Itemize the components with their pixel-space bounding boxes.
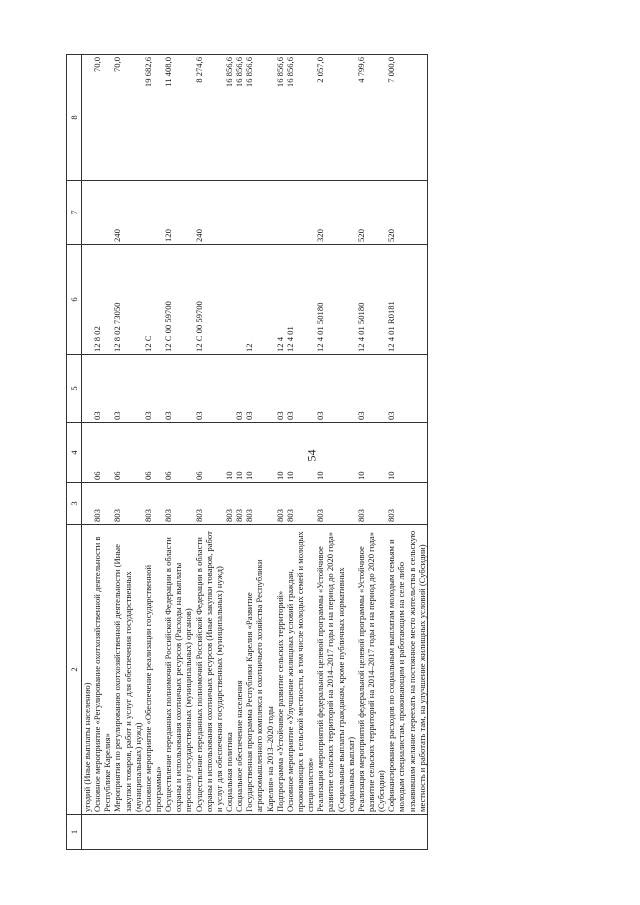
cell-value: 11 408,0 xyxy=(163,57,174,87)
cell-value: 240 xyxy=(193,229,204,242)
cell-col-4 xyxy=(112,423,142,483)
cell-col-8 xyxy=(386,55,427,181)
cell-col-4 xyxy=(275,423,285,483)
cell-value: 803 xyxy=(223,509,234,522)
cell-col-3 xyxy=(315,483,356,525)
column-header-8: 8 xyxy=(67,55,82,181)
cell-value: 70,0 xyxy=(112,57,123,73)
cell-col-6 xyxy=(275,245,285,355)
cell-col-6 xyxy=(82,245,93,355)
cell-col-8 xyxy=(194,55,224,181)
cell-col-8 xyxy=(92,55,112,181)
cell-col-7 xyxy=(112,181,142,245)
cell-value: 10 xyxy=(284,471,295,480)
cell-value: 12 xyxy=(244,343,255,352)
cell-value: 06 xyxy=(142,471,153,480)
cell-col-6 xyxy=(244,245,274,355)
row-name-cell: Подпрограмма «Устойчивое развитие сельских территорий» xyxy=(275,525,285,815)
row-name-cell: Основное мероприятие «Улучшение жилищных условий граждан, проживающих в сельской местности, в том числе молодых семей и молодых специалистов» xyxy=(285,525,315,815)
row-number-cell xyxy=(234,815,244,850)
cell-value: 2 057,0 xyxy=(315,57,326,83)
cell-col-6 xyxy=(315,245,356,355)
cell-col-5 xyxy=(224,355,234,423)
row-number-cell xyxy=(143,815,163,850)
row-number-cell xyxy=(163,815,193,850)
cell-value: 803 xyxy=(284,509,295,522)
header-row xyxy=(67,55,82,850)
cell-col-7 xyxy=(315,181,356,245)
column-header-5: 5 xyxy=(67,355,82,423)
cell-value: 10 xyxy=(274,471,285,480)
cell-value: 10 xyxy=(234,471,245,480)
cell-value: 803 xyxy=(244,509,255,522)
cell-value: 16 856,6 xyxy=(223,57,234,88)
cell-col-6 xyxy=(234,245,244,355)
cell-col-6 xyxy=(224,245,234,355)
table-row xyxy=(244,55,274,850)
row-name-cell: Осуществление переданных полномочий Российской Федерации в области охраны и использования охотничьих ресурсов (Расходы на выплаты персоналу государственных (муниципальных) органов) xyxy=(163,525,193,815)
cell-value: 03 xyxy=(92,411,103,420)
column-header-6: 6 xyxy=(67,245,82,355)
cell-col-5 xyxy=(143,355,163,423)
cell-value: 12 С 00 59700 xyxy=(193,301,204,352)
table-row xyxy=(315,55,356,850)
row-name-cell: Государственная программа Республики Карелия «Развитие агропромышленного комплекса и охотничьего хозяйства Республики Карелия» на 2013–2020 годы xyxy=(244,525,274,815)
cell-value: 12 4 01 50180 xyxy=(315,302,326,352)
cell-value: 803 xyxy=(112,509,123,522)
cell-col-4 xyxy=(285,423,315,483)
row-name-cell: Осуществление переданных полномочий Российской Федерации в области охраны и использования охотничьих ресурсов (Иные закупки товаров, работ и услуг для обеспечения государственных (муниципальных) нужд) xyxy=(194,525,224,815)
table-row xyxy=(275,55,285,850)
cell-value: 03 xyxy=(234,411,245,420)
cell-col-3 xyxy=(92,483,112,525)
cell-col-4 xyxy=(386,423,427,483)
cell-value: 16 856,6 xyxy=(234,57,245,88)
cell-value: 8 274,6 xyxy=(193,57,204,83)
table-row xyxy=(285,55,315,850)
cell-col-6 xyxy=(285,245,315,355)
column-header-3: 3 xyxy=(67,483,82,525)
row-number-cell xyxy=(224,815,234,850)
cell-col-3 xyxy=(356,483,386,525)
table-row xyxy=(234,55,244,850)
column-header-1: 1 xyxy=(67,815,82,850)
row-name-cell: Основное мероприятие «Обеспечение реализации государственной программы» xyxy=(143,525,163,815)
cell-col-5 xyxy=(386,355,427,423)
cell-col-8 xyxy=(244,55,274,181)
cell-col-4 xyxy=(356,423,386,483)
cell-value: 03 xyxy=(284,411,295,420)
cell-col-3 xyxy=(194,483,224,525)
cell-col-3 xyxy=(386,483,427,525)
cell-col-5 xyxy=(315,355,356,423)
cell-col-6 xyxy=(92,245,112,355)
cell-value: 70,0 xyxy=(92,57,103,73)
cell-value: 16 856,6 xyxy=(244,57,255,88)
cell-col-4 xyxy=(244,423,274,483)
cell-col-3 xyxy=(234,483,244,525)
cell-col-3 xyxy=(163,483,193,525)
cell-value: 803 xyxy=(193,509,204,522)
row-name-cell: Софинансирование расходов по социальным выплатам молодым семьям и молодым специалистам, проживающим и работающим на селе либо изъявившим желание переехать на постоянное место жительства в сельскую местность и работать там, на улучшение жилищных условий (Субсидии) xyxy=(386,525,427,815)
cell-col-3 xyxy=(112,483,142,525)
cell-value: 12 4 01 xyxy=(284,326,295,352)
row-name-cell: угодий (Иные выплаты населению) xyxy=(82,525,93,815)
cell-col-4 xyxy=(224,423,234,483)
cell-col-8 xyxy=(315,55,356,181)
cell-value: 03 xyxy=(274,411,285,420)
cell-col-8 xyxy=(275,55,285,181)
row-name-cell: Реализация мероприятий федеральной целевой программы «Устойчивое развитие сельских территорий на 2014–2017 годы и на период до 2020 года» (Субсидии) xyxy=(356,525,386,815)
cell-col-4 xyxy=(163,423,193,483)
cell-col-3 xyxy=(82,483,93,525)
budget-table xyxy=(66,54,428,850)
cell-col-7 xyxy=(285,181,315,245)
cell-col-5 xyxy=(92,355,112,423)
cell-col-6 xyxy=(194,245,224,355)
cell-col-5 xyxy=(82,355,93,423)
cell-col-8 xyxy=(82,55,93,181)
column-header-4: 4 xyxy=(67,423,82,483)
cell-value: 10 xyxy=(355,471,366,480)
cell-value: 12 4 01 R0181 xyxy=(386,301,397,352)
cell-value: 803 xyxy=(274,509,285,522)
cell-col-5 xyxy=(163,355,193,423)
cell-value: 19 682,6 xyxy=(142,57,153,88)
cell-value: 03 xyxy=(163,411,174,420)
cell-col-3 xyxy=(143,483,163,525)
row-name-cell: Реализация мероприятий федеральной целевой программы «Устойчивое развитие сельских территорий на 2014–2017 годы и на период до 2020 года» (Социальные выплаты гражданам, кроме публичных нормативных социальных выплат) xyxy=(315,525,356,815)
table-row xyxy=(112,55,142,850)
cell-col-5 xyxy=(112,355,142,423)
cell-col-3 xyxy=(224,483,234,525)
cell-value: 12 8 02 73050 xyxy=(112,302,123,352)
table-row xyxy=(194,55,224,850)
cell-value: 803 xyxy=(386,509,397,522)
cell-value: 03 xyxy=(355,411,366,420)
table-body xyxy=(82,55,428,850)
table-row xyxy=(92,55,112,850)
row-number-cell xyxy=(244,815,274,850)
cell-value: 10 xyxy=(315,471,326,480)
cell-value: 803 xyxy=(163,509,174,522)
cell-value: 803 xyxy=(234,509,245,522)
row-number-cell xyxy=(275,815,285,850)
row-name-cell: Основное мероприятие «Регулирование охотхозяйственной деятельности в Республике Карелия» xyxy=(92,525,112,815)
cell-col-7 xyxy=(143,181,163,245)
row-name-cell: Социальное обеспечение населения xyxy=(234,525,244,815)
cell-col-8 xyxy=(356,55,386,181)
cell-col-7 xyxy=(92,181,112,245)
row-number-cell xyxy=(194,815,224,850)
table-row xyxy=(82,55,93,850)
table-row xyxy=(163,55,193,850)
cell-value: 12 С xyxy=(142,335,153,352)
cell-value: 16 856,6 xyxy=(284,57,295,88)
cell-col-7 xyxy=(234,181,244,245)
table-row xyxy=(356,55,386,850)
cell-col-7 xyxy=(356,181,386,245)
cell-value: 10 xyxy=(386,471,397,480)
cell-col-6 xyxy=(163,245,193,355)
cell-value: 10 xyxy=(244,471,255,480)
page-number: 54 xyxy=(304,449,319,462)
cell-col-6 xyxy=(143,245,163,355)
cell-value: 06 xyxy=(163,471,174,480)
cell-col-4 xyxy=(315,423,356,483)
cell-value: 803 xyxy=(355,509,366,522)
cell-value: 03 xyxy=(193,411,204,420)
cell-col-6 xyxy=(356,245,386,355)
row-number-cell xyxy=(112,815,142,850)
cell-value: 803 xyxy=(92,509,103,522)
cell-col-4 xyxy=(194,423,224,483)
row-number-cell xyxy=(315,815,356,850)
cell-value: 03 xyxy=(315,411,326,420)
cell-col-7 xyxy=(386,181,427,245)
cell-col-5 xyxy=(194,355,224,423)
cell-value: 10 xyxy=(223,471,234,480)
row-number-cell xyxy=(92,815,112,850)
cell-value: 03 xyxy=(244,411,255,420)
table-row xyxy=(224,55,234,850)
cell-value: 06 xyxy=(92,471,103,480)
cell-col-3 xyxy=(285,483,315,525)
cell-col-5 xyxy=(275,355,285,423)
cell-value: 520 xyxy=(355,229,366,242)
cell-value: 03 xyxy=(112,411,123,420)
cell-col-4 xyxy=(234,423,244,483)
row-number-cell xyxy=(356,815,386,850)
cell-col-4 xyxy=(82,423,93,483)
cell-col-5 xyxy=(244,355,274,423)
cell-col-8 xyxy=(234,55,244,181)
cell-col-4 xyxy=(92,423,112,483)
cell-value: 12 8 02 xyxy=(92,326,103,352)
cell-col-7 xyxy=(82,181,93,245)
table-row xyxy=(143,55,163,850)
cell-col-8 xyxy=(143,55,163,181)
cell-col-5 xyxy=(234,355,244,423)
cell-value: 03 xyxy=(386,411,397,420)
row-number-cell xyxy=(285,815,315,850)
cell-value: 12 С 00 59700 xyxy=(163,301,174,352)
row-name-cell: Мероприятия по регулированию охотхозяйственной деятельности (Иные закупки товаров, работ и услуг для обеспечения государственных (муниципальных) нужд) xyxy=(112,525,142,815)
cell-col-5 xyxy=(285,355,315,423)
cell-col-6 xyxy=(386,245,427,355)
cell-col-8 xyxy=(224,55,234,181)
cell-value: 320 xyxy=(315,229,326,242)
cell-col-7 xyxy=(224,181,234,245)
cell-col-7 xyxy=(194,181,224,245)
cell-value: 06 xyxy=(112,471,123,480)
cell-col-4 xyxy=(143,423,163,483)
column-header-2: 2 xyxy=(67,525,82,815)
cell-value: 240 xyxy=(112,229,123,242)
cell-value: 03 xyxy=(142,411,153,420)
table-row xyxy=(386,55,427,850)
cell-col-7 xyxy=(163,181,193,245)
cell-col-8 xyxy=(112,55,142,181)
budget-table-container xyxy=(66,55,640,850)
cell-col-6 xyxy=(112,245,142,355)
cell-col-8 xyxy=(285,55,315,181)
cell-value: 803 xyxy=(315,509,326,522)
cell-value: 06 xyxy=(193,471,204,480)
column-header-7: 7 xyxy=(67,181,82,245)
cell-value: 16 856,6 xyxy=(274,57,285,88)
cell-value: 803 xyxy=(142,509,153,522)
cell-value: 520 xyxy=(386,229,397,242)
cell-col-5 xyxy=(356,355,386,423)
cell-value: 12 4 xyxy=(274,336,285,352)
cell-col-7 xyxy=(275,181,285,245)
cell-value: 4 799,6 xyxy=(355,57,366,83)
cell-col-3 xyxy=(275,483,285,525)
cell-col-3 xyxy=(244,483,274,525)
cell-value: 12 4 01 50180 xyxy=(355,302,366,352)
cell-value: 120 xyxy=(163,229,174,242)
row-number-cell xyxy=(386,815,427,850)
cell-value: 7 000,0 xyxy=(386,57,397,83)
cell-col-7 xyxy=(244,181,274,245)
row-name-cell: Социальная политика xyxy=(224,525,234,815)
cell-col-8 xyxy=(163,55,193,181)
row-number-cell xyxy=(82,815,93,850)
